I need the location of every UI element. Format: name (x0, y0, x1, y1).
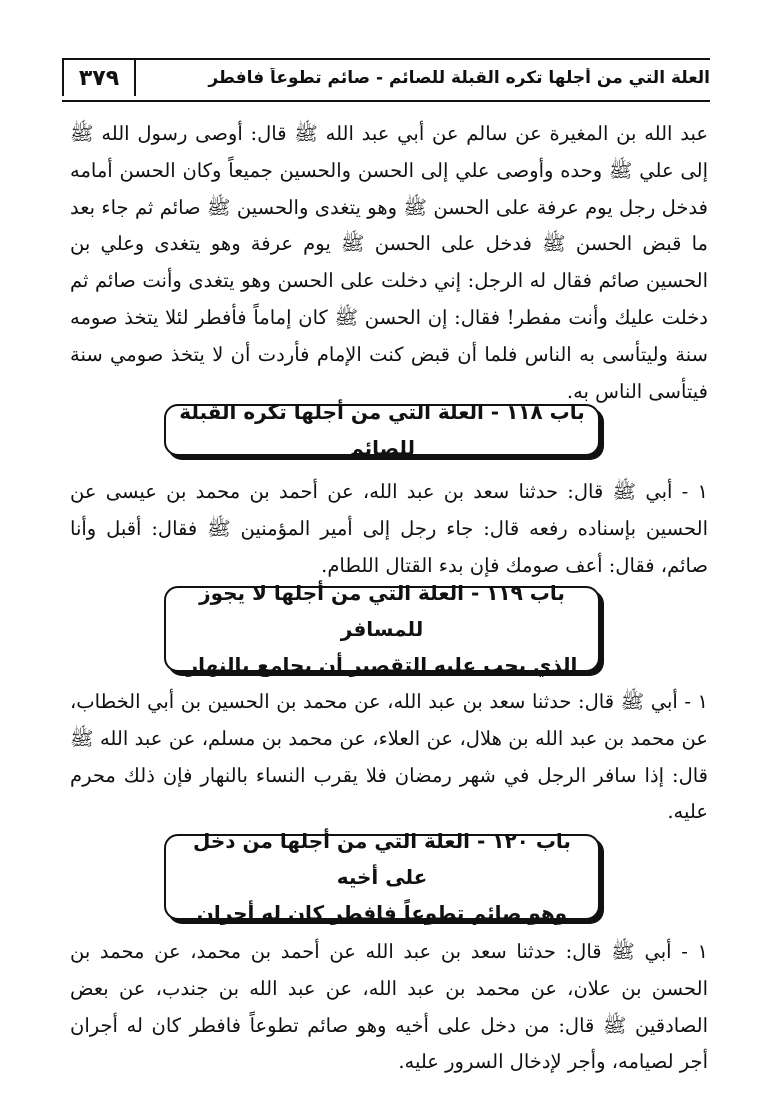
chapter-120-narration: ١ - أبي ﷺ قال: حدثنا سعد بن عبد الله عن أحمد بن محمد، عن محمد بن الحسن بن علان، عن محمد بن عبد الله، عن عبد الله بن جندب، عن بعض الصادقين ﷺ قال: من دخل على أخيه وهو صائم تطوعاً فافطر كان له أجران أجر لصيامه، وأجر لإدخال السرور عليه. (70, 940, 708, 1074)
chapter-heading-line: باب ١١٨ - العلة التي من أجلها تكره القبلة للصائم (179, 400, 585, 460)
intro-paragraph: عبد الله بن المغيرة عن سالم عن أبي عبد الله ﷺ قال: أوصى رسول الله ﷺ إلى علي ﷺ وحده وأوصى علي إلى الحسن والحسين جميعاً وكان الحسن أمامه فدخل رجل يوم عرفة على الحسن ﷺ وهو يتغدى والحسين ﷺ صائم ثم جاء بعد ما قبض الحسن ﷺ فدخل على الحسن ﷺ يوم عرفة وهو يتغدى وعلي بن الحسين صائم فقال له الرجل: إني دخلت على الحسن وهو يتغدى وأنت صائم ثم دخلت عليك وأنت مفطر! فقال: إن الحسن ﷺ كان إماماً فأفطر لئلا يتخذ صومه سنة وليتأسى به الناس فلما أن قبض كنت الإمام فأردت أن لا يتخذ صومي سنة فيتأسى الناس به. (70, 122, 708, 403)
chapter-118-text-block (70, 474, 708, 584)
chapter-heading-line: وهو صائم تطوعاً فافطر كان له أجران (196, 901, 568, 925)
chapter-heading-118 (164, 400, 600, 460)
running-title: العلة التي من أجلها تكره القبلة للصائم - صائم تطوعاً فافطر (208, 68, 710, 88)
intro-paragraph-block (70, 116, 708, 410)
page-header (62, 56, 710, 106)
chapter-119-narration: ١ - أبي ﷺ قال: حدثنا سعد بن عبد الله، عن محمد بن الحسين بن أبي الخطاب، عن محمد بن عبد الله بن هلال، عن العلاء، عن محمد بن مسلم، عن عبد الله ﷺ قال: إذا سافر الرجل في شهر رمضان فلا يقرب النساء بالنهار فإن ذلك محرم عليه. (70, 690, 708, 824)
chapter-heading-line: باب ١٢٠ - العلة التي من أجلها من دخل على أخيه (193, 829, 571, 889)
chapter-118-narration: ١ - أبي ﷺ قال: حدثنا سعد بن عبد الله، عن أحمد بن محمد بن عيسى عن الحسين بإسناده رفعه قال: جاء رجل إلى أمير المؤمنين ﷺ فقال: أقبل وأنا صائم، فقال: أعف صومك فإن بدء القتال اللطام. (70, 480, 708, 577)
header-bottom-rule (62, 100, 710, 102)
chapter-heading-120 (164, 829, 600, 925)
chapter-heading-line: الذي يجب عليه التقصير أن يجامع بالنهار (186, 653, 578, 677)
header-top-rule (62, 58, 710, 60)
chapter-heading-line: باب ١١٩ - العلة التي من أجلها لا يجوز للمسافر (199, 581, 565, 641)
chapter-119-text-block (70, 684, 708, 831)
chapter-120-text-block (70, 934, 708, 1081)
chapter-heading-119 (164, 581, 600, 677)
page-number: ٣٧٩ (62, 60, 136, 96)
